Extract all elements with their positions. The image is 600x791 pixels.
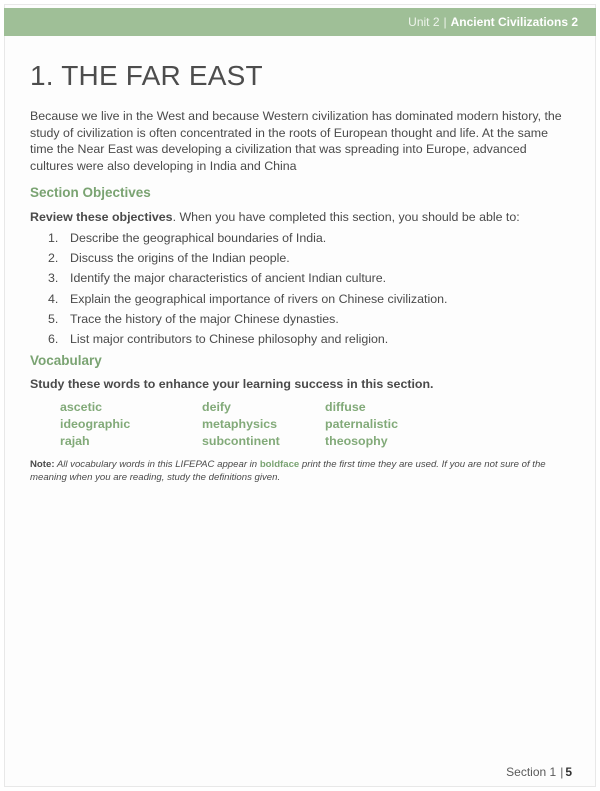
- vocab-word: diffuse: [325, 400, 366, 414]
- objective-item: [48, 228, 447, 248]
- objective-text: Trace the history of the major Chinese dynasties.: [70, 311, 339, 326]
- note-boldface-word: boldface: [259, 459, 300, 470]
- page-title: 1. THE FAR EAST: [30, 60, 263, 91]
- objective-number: 2.: [48, 251, 59, 266]
- vocab-word: metaphysics: [202, 417, 278, 431]
- header-breadcrumb: [408, 15, 578, 29]
- page-footer: [506, 765, 572, 779]
- header-unit: Unit 2: [408, 15, 440, 29]
- footer-separator: |: [560, 765, 564, 779]
- page: [4, 4, 596, 787]
- objectives-instruction-lead: Review these objectives: [30, 210, 173, 224]
- objectives-list: [48, 228, 447, 349]
- objective-number: 1.: [48, 231, 59, 245]
- objective-number: 4.: [48, 291, 59, 306]
- vocab-word: subcontinent: [202, 434, 280, 448]
- section-objectives-heading: Section Objectives: [30, 185, 151, 200]
- objective-number: 6.: [48, 331, 59, 346]
- note-text-after: print the first time they are used. If you are not sure of the meaning when you are reading, study the definitions given.: [30, 459, 546, 483]
- note-label: Note:: [30, 459, 55, 470]
- objective-text: Identify the major characteristics of ancient Indian culture.: [70, 271, 387, 286]
- vocab-word: theosophy: [325, 434, 388, 448]
- objective-text: List major contributors to Chinese philosophy and religion.: [70, 331, 389, 346]
- objective-item: [48, 289, 447, 309]
- vocab-word: rajah: [60, 434, 90, 448]
- vocabulary-note: [30, 459, 570, 484]
- objective-text: Describe the geographical boundaries of India.: [70, 231, 327, 245]
- objective-text: Discuss the origins of the Indian people.: [70, 251, 290, 266]
- note-text-before: All vocabulary words in this LIFEPAC appear in: [54, 459, 260, 470]
- objective-number: 3.: [48, 271, 59, 286]
- objective-item: [48, 309, 447, 329]
- objective-text: Explain the geographical importance of rivers on Chinese civilization.: [70, 291, 448, 306]
- intro-paragraph: Because we live in the West and because Western civilization has dominated modern history, the study of civilization is often concentrated in the roots of European thought and life. At the same time the Near East was developing a civilization that was spreading into Europe, advanced cultures were also developing in India and China: [30, 109, 562, 173]
- objective-item: [48, 329, 447, 349]
- objectives-instruction-rest: . When you have completed this section, you should be able to:: [172, 210, 520, 224]
- objectives-instruction: [30, 210, 520, 224]
- footer-section: Section 1: [506, 765, 557, 779]
- objective-item: [48, 268, 447, 288]
- header-bar: [4, 8, 596, 36]
- vocab-word: ideographic: [60, 417, 131, 431]
- page-number: 5: [565, 765, 572, 779]
- vocab-word: ascetic: [60, 400, 103, 414]
- objective-item: [48, 248, 447, 268]
- vocabulary-heading: Vocabulary: [30, 353, 102, 368]
- header-title: Ancient Civilizations 2: [450, 15, 578, 29]
- objective-number: 5.: [48, 311, 59, 326]
- vocab-word: paternalistic: [325, 417, 398, 431]
- header-separator: |: [443, 15, 447, 29]
- vocab-word: deify: [202, 400, 231, 414]
- vocabulary-instruction: Study these words to enhance your learning success in this section.: [30, 377, 434, 391]
